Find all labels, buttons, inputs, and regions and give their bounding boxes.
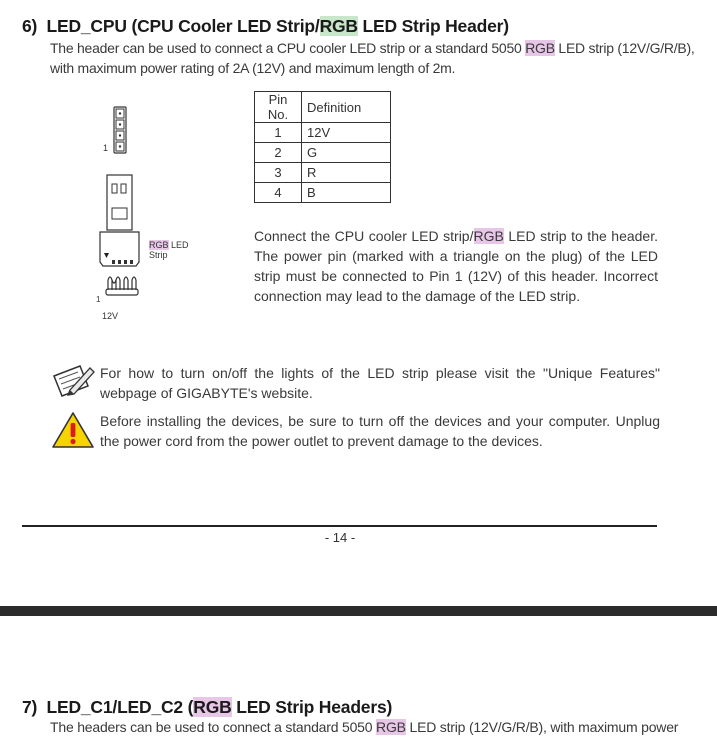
section-7-heading xyxy=(22,697,392,718)
definition-cell: 12V xyxy=(302,123,391,143)
definition-cell: B xyxy=(302,183,391,203)
table-header-cell: Pin No. xyxy=(255,92,302,123)
led-strip-label xyxy=(149,240,189,260)
table-row xyxy=(255,123,391,143)
definition-cell: R xyxy=(302,163,391,183)
strip-word: Strip xyxy=(149,250,168,260)
rgb-highlight: RGB xyxy=(149,240,169,250)
table-header-row xyxy=(255,92,391,123)
footer-rule xyxy=(22,525,657,527)
rgb-highlight: RGB xyxy=(473,228,504,244)
definition-cell: G xyxy=(302,143,391,163)
rgb-highlight: RGB xyxy=(525,40,555,56)
header-pins-icon xyxy=(113,106,127,154)
section-title-part: LED_CPU (CPU Cooler LED Strip/ xyxy=(46,16,320,36)
section-title-part: LED Strip Header) xyxy=(357,16,509,36)
rgb-highlight: RGB xyxy=(376,719,406,735)
pin-cell: 4 xyxy=(255,183,302,203)
desc-part: LED strip (12V/G/R/B), with maximum power xyxy=(405,719,679,735)
voltage-label: 12V xyxy=(102,311,119,321)
section-title-part: LED_C1/LED_C2 ( xyxy=(46,697,194,717)
connect-part: LED strip to the header. The power pin (marked with a triangle on the plug) of the LED strip must be connected to Pin 1 (12V) of this header. Incorrect connection may lead to the damage of the LED strip. xyxy=(254,228,658,304)
pin-definition-table xyxy=(254,91,391,203)
pin-cell: 3 xyxy=(255,163,302,183)
table-row xyxy=(255,163,391,183)
desc-part: LED strip (12V/G/R/B), xyxy=(554,40,695,56)
note-pencil-icon xyxy=(50,362,96,398)
table-row xyxy=(255,183,391,203)
warning-text: Before installing the devices, be sure to turn off the devices and your computer. Unplug the power cord from the power outlet to prevent damage to the devices. xyxy=(100,413,660,449)
warning-icon xyxy=(51,410,95,450)
section-number: 6) xyxy=(22,16,38,36)
page-number: - 14 - xyxy=(324,530,356,545)
note-text: For how to turn on/off the lights of the LED strip please visit the "Unique Features" webpage of GIGABYTE's website. xyxy=(100,365,660,401)
plug-pin1-label: 1 xyxy=(96,295,101,304)
rgb-highlight: RGB xyxy=(193,697,232,717)
connect-paragraph xyxy=(254,226,658,306)
pin-cell: 2 xyxy=(255,143,302,163)
led-word: LED xyxy=(168,240,189,250)
connector-diagram xyxy=(96,106,196,326)
section-6-heading xyxy=(22,16,509,37)
section-title-part: LED Strip Headers) xyxy=(231,697,393,717)
connect-part: Connect the CPU cooler LED strip/ xyxy=(254,228,474,244)
section-number: 7) xyxy=(22,697,38,717)
led-plug-icon xyxy=(96,172,156,322)
desc-part: The headers can be used to connect a standard 5050 xyxy=(50,719,377,735)
table-header-cell: Definition xyxy=(302,92,391,123)
table-row xyxy=(255,143,391,163)
section-6-description xyxy=(50,38,695,78)
section-7-description xyxy=(50,717,678,737)
desc-line: with maximum power rating of 2A (12V) and maximum length of 2m. xyxy=(50,60,456,76)
rgb-highlight: RGB xyxy=(319,16,358,36)
page-separator xyxy=(0,606,717,616)
pin1-label: 1 xyxy=(103,143,109,153)
pin-cell: 1 xyxy=(255,123,302,143)
desc-part: The header can be used to connect a CPU cooler LED strip or a standard 5050 xyxy=(50,40,526,56)
